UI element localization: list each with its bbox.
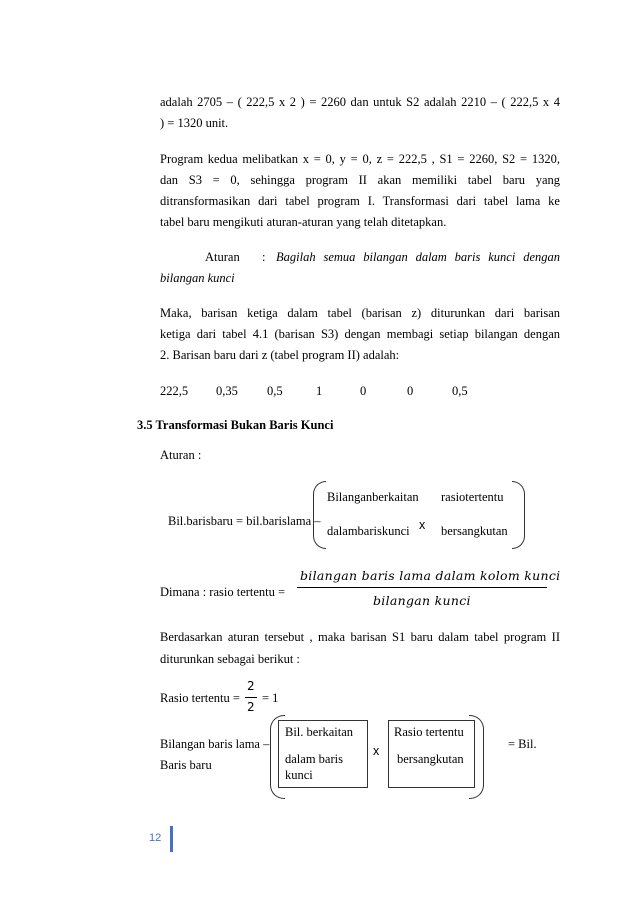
para3-line1: Maka, barisan ketiga dalam tabel (barisan z) diturunkan dari barisan — [160, 306, 560, 320]
para1-line1: adalah 2705 – ( 222,5 x 2 ) = 2260 dan untuk S2 adalah 2210 – ( 222,5 x 4 — [160, 95, 560, 109]
para2-line3: ditransformasikan dari tabel program I. Transformasi dari tabel lama ke — [160, 194, 560, 208]
row-value: 0,5 — [267, 384, 283, 398]
formula2-box2-line1: Rasio tertentu — [394, 725, 464, 739]
row-value: 0 — [407, 384, 414, 398]
para2-line1: Program kedua melibatkan x = 0, y = 0, z = 222,5 , S1 = 2260, S2 = 1320, — [160, 152, 560, 166]
para1-line2: ) = 1320 unit. — [160, 116, 229, 130]
ratio-calc-label: Rasio tertentu = — [160, 691, 240, 705]
page-number: 12 — [149, 832, 162, 844]
para2-line2: dan S3 = 0, sehingga program II akan memiliki tabel baru yang — [160, 173, 560, 187]
para4-line2: diturunkan sebagai berikut : — [160, 652, 300, 666]
ratio-def-denominator: bilangan kunci — [373, 593, 471, 608]
section-heading: 3.5 Transformasi Bukan Baris Kunci — [137, 418, 334, 432]
formula1-term2-line2: bersangkutan — [441, 524, 508, 538]
ratio-calc-denominator: 2 — [247, 700, 255, 714]
formula2-times: x — [373, 744, 380, 758]
formula2-box1-line1: Bil. berkaitan — [285, 725, 354, 739]
rule-colon: : — [262, 250, 266, 264]
rule-text-line2: bilangan kunci — [160, 271, 235, 285]
para2-line4: tabel baru mengikuti aturan-aturan yang telah ditetapkan. — [160, 215, 447, 229]
ratio-calc-result: = 1 — [262, 691, 279, 705]
row-value: 0 — [360, 384, 367, 398]
formula1-lhs: Bil.barisbaru = bil.barislama – — [168, 514, 321, 528]
row-value: 222,5 — [160, 384, 189, 398]
formula2-box2-line2: bersangkutan — [397, 752, 464, 766]
formula1-left-bracket — [313, 481, 326, 549]
ratio-def-numerator: bilangan baris lama dalam kolom kunci — [300, 568, 561, 583]
formula2-box1-line3: kunci — [285, 768, 313, 782]
rule-text-line1: Bagilah semua bilangan dalam baris kunci dengan — [276, 250, 560, 264]
formula1-term2-line1: rasiotertentu — [441, 490, 504, 504]
row-value: 0,5 — [452, 384, 468, 398]
formula2-left-line2: Baris baru — [160, 758, 212, 772]
ratio-calc-numerator: 2 — [247, 679, 255, 693]
ratio-def-fraction-line — [297, 587, 547, 588]
para3-line2: ketiga dari tabel 4.1 (barisan S3) dengan membagi setiap bilangan dengan — [160, 327, 560, 341]
formula2-box1-line2: dalam baris — [285, 752, 343, 766]
ratio-calc-fraction-line — [245, 697, 257, 698]
page-number-bar — [170, 826, 173, 852]
formula1-term1-line2: dalambariskunci — [327, 524, 410, 538]
formula1-times: x — [419, 518, 426, 532]
ratio-def-label: Dimana : rasio tertentu = — [160, 585, 286, 599]
section-rule-label: Aturan : — [160, 448, 202, 462]
formula2-left-line1: Bilangan baris lama – — [160, 737, 270, 751]
formula2-right: = Bil. — [508, 737, 537, 751]
rule-label: Aturan — [205, 250, 240, 264]
formula1-term1-line1: Bilanganberkaitan — [327, 490, 419, 504]
formula1-right-bracket — [512, 481, 525, 549]
para4-line1: Berdasarkan aturan tersebut , maka barisan S1 baru dalam tabel program II — [160, 630, 560, 644]
row-value: 0,35 — [216, 384, 238, 398]
row-value: 1 — [316, 384, 323, 398]
para3-line3: 2. Barisan baru dari z (tabel program II) adalah: — [160, 348, 400, 362]
